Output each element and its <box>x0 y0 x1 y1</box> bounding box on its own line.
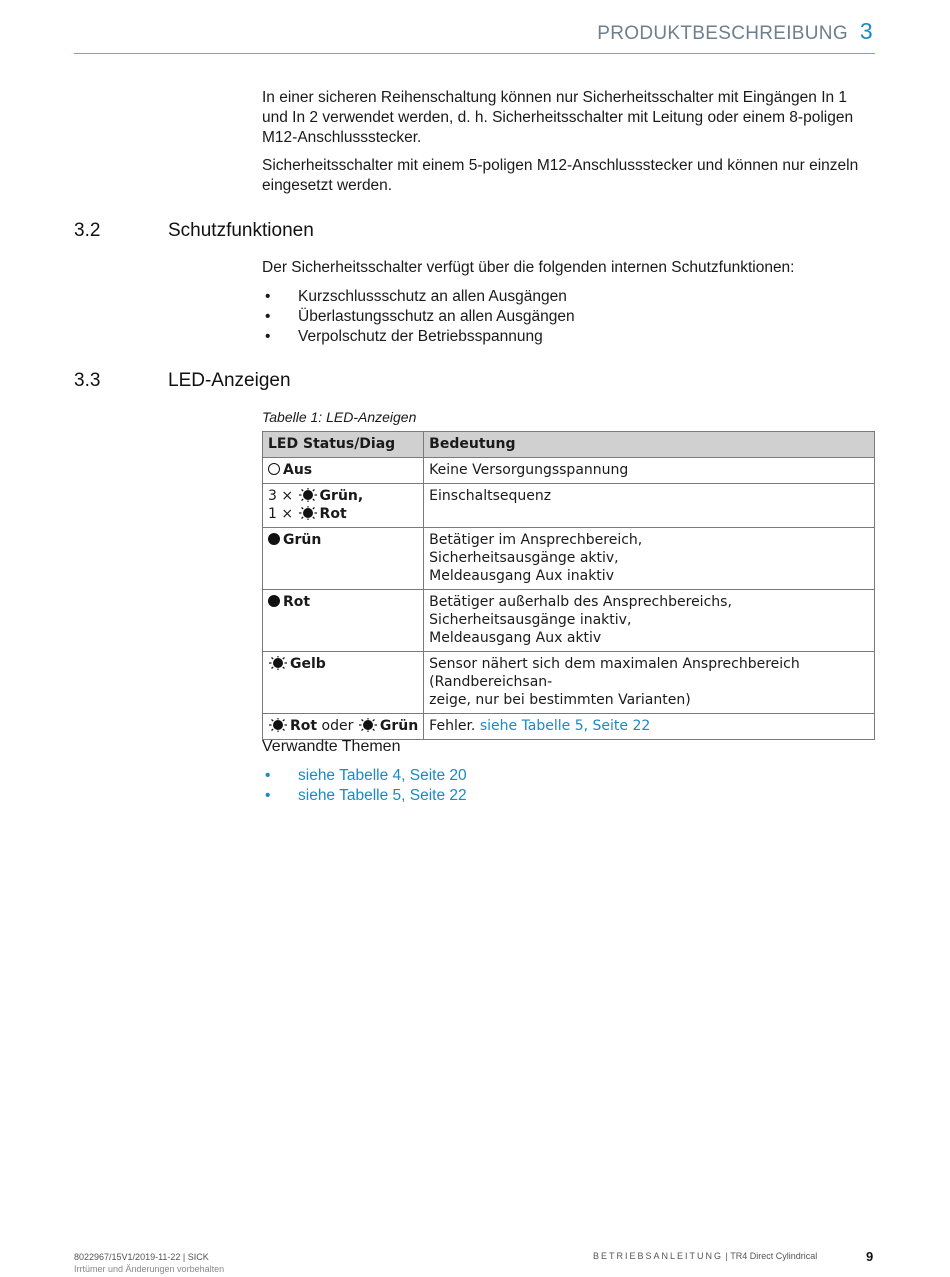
meaning-line: Meldeausgang Aux inaktiv <box>429 568 614 584</box>
repeat-count: 3 × <box>268 488 294 504</box>
intro-text <box>262 88 875 196</box>
intro-paragraph-1: In einer sicheren Reihenschaltung können nur Sicherheitsschalter mit Eingängen In 1 und In 2 verwendet werden, d. h. Sicherheitsschalter mit Leitung oder einem 8-poligen M12-Anschlussstecker. <box>262 89 854 146</box>
meaning-cell <box>424 652 875 714</box>
related-topics <box>262 737 875 806</box>
document-number: 8022967/15V1/2019-11-22 | SICK <box>74 1252 209 1262</box>
disclaimer: Irrtümer und Änderungen vorbehalten <box>74 1264 225 1274</box>
led-state-label: Rot <box>283 594 311 610</box>
meaning-cell: Keine Versorgungsspannung <box>424 458 875 484</box>
section-3-2-text: Der Sicherheitsschalter verfügt über die folgenden internen Schutzfunktionen: <box>262 259 795 276</box>
related-link-table-5[interactable]: • siehe Tabelle 5, Seite 22 <box>262 786 875 806</box>
meaning-line: Sicherheitsausgänge aktiv, <box>429 550 619 566</box>
page-header <box>597 18 873 45</box>
meaning-line: Betätiger im Ansprechbereich, <box>429 532 643 548</box>
section-3-2-body <box>262 258 875 347</box>
product-name: | TR4 Direct Cylindrical <box>725 1251 818 1261</box>
table-row <box>263 458 875 484</box>
list-item: • Überlastungsschutz an allen Ausgängen <box>262 307 875 327</box>
table-5-link[interactable]: siehe Tabelle 5, Seite 22 <box>479 718 651 734</box>
led-state-cell <box>263 458 424 484</box>
column-header: LED Status/Diag <box>263 432 424 458</box>
document-type: BETRIEBSANLEITUNG <box>593 1251 724 1261</box>
list-item: • Kurzschlussschutz an allen Ausgängen <box>262 287 875 307</box>
related-link-table-4[interactable]: • siehe Tabelle 4, Seite 20 <box>262 766 875 786</box>
led-state-cell <box>263 528 424 590</box>
related-title: Verwandte Themen <box>262 738 401 755</box>
led-state-label: Rot <box>290 718 318 734</box>
table-row <box>263 714 875 740</box>
section-heading-3-2 <box>74 220 314 242</box>
led-state-label: Grün <box>283 532 322 548</box>
meaning-line: Sicherheitsausgänge inaktiv, <box>429 612 632 628</box>
led-state-label: Grün, <box>319 488 364 504</box>
led-blinking-icon <box>268 718 288 732</box>
meaning-line: Sensor nähert sich dem maximalen Ansprechbereich (Randbereichsan- <box>429 656 800 690</box>
led-state-label: Aus <box>283 462 313 478</box>
footer-document-info <box>74 1251 224 1275</box>
footer-manual-title <box>593 1251 817 1261</box>
led-state-cell <box>263 652 424 714</box>
header-divider <box>74 53 875 54</box>
led-blinking-icon <box>298 506 318 520</box>
table-row <box>263 528 875 590</box>
column-header: Bedeutung <box>424 432 875 458</box>
section-3-3-body <box>262 407 875 740</box>
section-number: 3.3 <box>74 370 101 391</box>
table-row <box>263 590 875 652</box>
led-state-cell <box>263 714 424 740</box>
table-row <box>263 484 875 528</box>
related-list <box>262 766 875 806</box>
led-blinking-icon <box>268 656 288 670</box>
table-row <box>263 652 875 714</box>
led-blinking-icon <box>298 488 318 502</box>
led-blinking-icon <box>358 718 378 732</box>
section-number: 3.2 <box>74 220 101 241</box>
meaning-line: Betätiger außerhalb des Ansprechbereichs, <box>429 594 732 610</box>
led-on-icon <box>268 595 280 607</box>
meaning-line: zeige, nur bei bestimmten Varianten) <box>429 692 691 708</box>
led-table <box>262 431 875 740</box>
led-state-label: Gelb <box>290 656 326 672</box>
led-state-label: Rot <box>319 506 347 522</box>
meaning-cell <box>424 590 875 652</box>
section-title: LED-Anzeigen <box>168 370 291 391</box>
conjunction: oder <box>321 718 354 734</box>
intro-paragraph-2: Sicherheitsschalter mit einem 5-poligen M12-Anschlussstecker und können nur einzeln eingesetzt werden. <box>262 157 859 194</box>
repeat-count: 1 × <box>268 506 294 522</box>
meaning-line: Meldeausgang Aux aktiv <box>429 630 602 646</box>
table-caption: Tabelle 1: LED-Anzeigen <box>262 409 417 425</box>
chapter-number: 3 <box>859 18 873 44</box>
meaning-cell: Einschaltsequenz <box>424 484 875 528</box>
protection-list <box>262 287 875 347</box>
list-item: • Verpolschutz der Betriebsspannung <box>262 327 875 347</box>
section-title: Schutzfunktionen <box>168 220 314 241</box>
page-number: 9 <box>866 1249 874 1264</box>
section-heading-3-3 <box>74 370 291 392</box>
led-state-cell <box>263 484 424 528</box>
meaning-text: Fehler. <box>429 718 476 734</box>
led-state-label: Grün <box>379 718 419 734</box>
led-on-icon <box>268 533 280 545</box>
meaning-cell <box>424 528 875 590</box>
led-state-cell <box>263 590 424 652</box>
meaning-cell <box>424 714 875 740</box>
led-off-icon <box>268 463 280 475</box>
table-header-row <box>263 432 875 458</box>
chapter-title: PRODUKTBESCHREIBUNG <box>597 23 848 44</box>
